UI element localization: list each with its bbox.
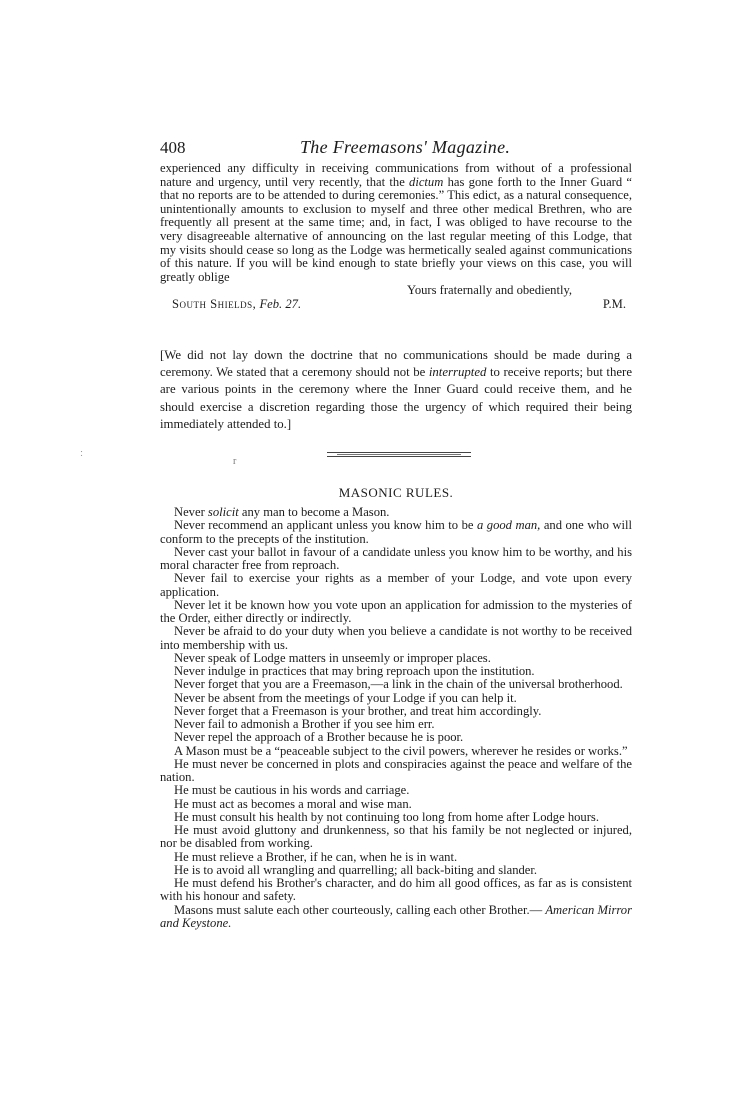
source-attribution: American Mirror and Keystone. bbox=[160, 902, 632, 930]
rule-item: Never let it be known how you vote upon an application for admission to the mysteries of the Order, either directly or indirectly. bbox=[160, 597, 632, 625]
editor-note: [We did not lay down the doctrine that no communications should be made during a ceremony. We stated that a ceremony should not be interrupted to receive reports; but there are various points in the ceremony where the Inner Guard could receive them, and he should exercise a discretion regarding those the urgency of which required their being immediately attended to.] bbox=[160, 348, 633, 431]
rule-item: Never indulge in practices that may bring reproach upon the institution. bbox=[174, 664, 535, 678]
rule-item: He must be cautious in his words and carriage. bbox=[174, 783, 410, 798]
rule-item: Never repel the approach of a Brother because he is poor. bbox=[174, 730, 464, 745]
rule-item: Never be absent from the meetings of your Lodge if you can help it. bbox=[174, 690, 517, 705]
stray-print-mark: r bbox=[233, 456, 237, 467]
rule-item: He is to avoid all wrangling and quarrelling; all back-biting and slander. bbox=[174, 862, 538, 877]
rule-item: Never fail to exercise your rights as a member of your Lodge, and vote upon every application. bbox=[160, 571, 632, 599]
letter-body: experienced any difficulty in receiving communications from without of a professional nature and urgency, until very recently, that the dictum has gone forth to the Inner Guard “ that no reports are to be attended to during ceremonies.” This edict, as a natural consequence, unintentionally amounts to exclusion to myself and three other medical Brethren, who are frequently all present at the same time; and, in fact, I was obliged to have recourse to the very disagreeable alternative of announcing on the last regular meeting of this Lodge, that my visits should cease so long as the Lodge was hermetically sealed against communications of this nature. If you will be kind enough to state briefly your views on this case, you will greatly oblige bbox=[160, 161, 632, 284]
rule-item: Never solicit any man to become a Mason. bbox=[174, 505, 390, 519]
rule-item: Never speak of Lodge matters in unseemly or improper places. bbox=[174, 650, 491, 665]
letter-italic-dictum: dictum bbox=[409, 174, 444, 189]
rule-item: Masons must salute each other courteously, calling each other Brother.— American Mirror and Keystone. bbox=[160, 902, 632, 930]
rule-item: He must never be concerned in plots and conspiracies against the peace and welfare of the nation. bbox=[160, 756, 632, 784]
letter-signoff bbox=[160, 298, 632, 313]
rule-item: Never fail to admonish a Brother if you see him err. bbox=[174, 717, 435, 731]
section-title: MASONIC RULES. bbox=[338, 485, 454, 500]
rule-item: He must act as becomes a moral and wise man. bbox=[174, 796, 412, 811]
margin-mark: ː bbox=[80, 447, 84, 459]
rule-item: Never forget that a Freemason is your brother, and treat him accordingly. bbox=[174, 703, 542, 718]
rule-item: He must defend his Brother's character, and do him all good offices, as far as is consistent with his honour and safety. bbox=[160, 876, 632, 904]
rule-item: Never be afraid to do your duty when you believe a candidate is not worthy to be received into membership with us. bbox=[160, 624, 632, 652]
rule-item: He must avoid gluttony and drunkenness, so that his family be not neglected or injured, nor be disabled from working. bbox=[160, 823, 632, 851]
page-number: 408 bbox=[160, 138, 186, 157]
letter-place: South Shields, bbox=[172, 297, 257, 312]
masonic-rules-list bbox=[160, 506, 632, 930]
letter-place-date bbox=[172, 298, 301, 312]
rule-item: He must relieve a Brother, if he can, when he is in want. bbox=[174, 849, 458, 864]
rule-item: Never cast your ballot in favour of a candidate unless you know him to be worthy, and his moral character free from reproach. bbox=[160, 544, 632, 572]
letter-initials: P.M. bbox=[602, 297, 626, 312]
rule-item: Never forget that you are a Freemason,—a link in the chain of the universal brotherhood. bbox=[174, 677, 623, 692]
letter-date: Feb. 27. bbox=[259, 297, 302, 312]
page-header bbox=[160, 138, 630, 162]
section-divider bbox=[327, 452, 471, 457]
editor-note-italic: interrupted bbox=[428, 365, 487, 380]
rule-item: A Mason must be a “peaceable subject to the civil powers, wherever he resides or works.” bbox=[174, 743, 628, 758]
letter-section bbox=[160, 162, 632, 313]
running-title: The Freemasons' Magazine. bbox=[300, 137, 511, 157]
letter-closing: Yours fraternally and obediently, bbox=[407, 283, 573, 298]
letter-closing-row bbox=[160, 284, 632, 298]
rule-item: He must consult his health by not continuing too long from home after Lodge hours. bbox=[174, 809, 599, 824]
rule-item: Never recommend an applicant unless you know him to be a good man, and one who will conform to the precepts of the institution. bbox=[160, 518, 632, 546]
